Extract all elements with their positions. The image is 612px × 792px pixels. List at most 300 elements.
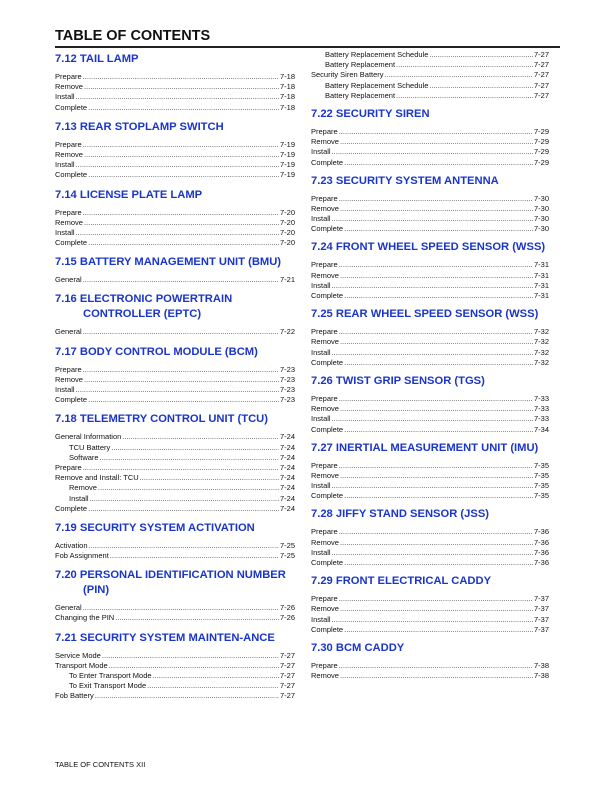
toc-entry-label: Prepare: [55, 207, 82, 217]
section-heading[interactable]: 7.23 SECURITY SYSTEM ANTENNA: [311, 174, 499, 187]
toc-entry-page: 7-37: [533, 614, 549, 624]
toc-entry-page: 7-20: [279, 227, 295, 237]
toc-entry-page: 7-36: [533, 527, 549, 537]
toc-entry[interactable]: [55, 453, 295, 463]
dot-leader: [83, 140, 279, 150]
toc-entry-label: Prepare: [55, 462, 82, 472]
toc-entry[interactable]: [311, 260, 549, 270]
toc-entry-page: 7-24: [279, 452, 295, 462]
toc-entry-label: Remove: [55, 149, 83, 159]
toc-entry-page: 7-36: [533, 547, 549, 557]
toc-entry[interactable]: [55, 395, 295, 405]
dot-leader: [385, 70, 533, 80]
toc-entry-page: 7-27: [279, 691, 295, 701]
toc-entry[interactable]: [55, 681, 295, 691]
toc-entry[interactable]: [311, 91, 549, 101]
toc-entry-page: 7-26: [279, 613, 295, 623]
section-heading[interactable]: 7.21 SECURITY SYSTEM MAINTEN-ANCE: [55, 631, 275, 644]
toc-entry[interactable]: [311, 548, 549, 558]
toc-entry[interactable]: [55, 651, 295, 661]
toc-entry[interactable]: [311, 271, 549, 281]
toc-entry-label: Security Siren Battery: [311, 70, 384, 80]
toc-entry-page: 7-24: [279, 432, 295, 442]
toc-entry-page: 7-27: [279, 671, 295, 680]
toc-entry[interactable]: [55, 275, 295, 285]
dot-leader: [115, 613, 279, 623]
dot-leader: [344, 491, 533, 501]
dot-leader: [344, 224, 533, 234]
dot-leader: [76, 385, 279, 395]
dot-leader: [109, 661, 279, 671]
toc-entry[interactable]: [311, 81, 549, 91]
toc-entry-label: Complete: [311, 357, 344, 367]
toc-entry[interactable]: [311, 425, 549, 435]
toc-entry[interactable]: [55, 150, 295, 160]
toc-entry-label: Install: [55, 227, 75, 237]
toc-entry-label: Complete: [55, 102, 88, 112]
toc-entry[interactable]: [55, 443, 295, 453]
toc-entry[interactable]: [55, 691, 295, 701]
dot-leader: [429, 81, 533, 91]
toc-entry[interactable]: [55, 103, 295, 113]
dot-leader: [340, 337, 533, 347]
toc-entry-page: 7-35: [533, 491, 549, 501]
section-heading[interactable]: 7.24 FRONT WHEEL SPEED SENSOR (WSS): [311, 241, 546, 254]
toc-entry-page: 7-31: [533, 291, 549, 300]
toc-entry-page: 7-36: [533, 537, 549, 547]
toc-entry[interactable]: [55, 170, 295, 180]
toc-entry-label: Remove: [311, 671, 339, 681]
toc-entry-label: Complete: [55, 238, 88, 248]
toc-entry-page: 7-33: [533, 393, 549, 403]
toc-entry[interactable]: [311, 481, 549, 491]
toc-entry-label: Complete: [311, 624, 344, 634]
toc-entry-label: Prepare: [311, 527, 338, 537]
section-heading[interactable]: 7.19 SECURITY SYSTEM ACTIVATION: [55, 521, 255, 534]
dot-leader: [76, 160, 279, 170]
toc-entry-page: 7-27: [533, 80, 549, 90]
toc-entry-page: 7-19: [279, 160, 295, 170]
dot-leader: [396, 91, 533, 101]
toc-entry[interactable]: [311, 461, 549, 471]
toc-entry-label: Remove: [311, 337, 339, 347]
toc-entry-page: 7-37: [533, 594, 549, 604]
toc-entry[interactable]: [311, 414, 549, 424]
toc-entry-label: Prepare: [311, 260, 338, 270]
toc-entry-page: 7-19: [279, 149, 295, 159]
dot-leader: [339, 260, 533, 270]
toc-entry-page: 7-29: [533, 137, 549, 147]
toc-entry-label: Remove: [311, 404, 339, 414]
page-footer: TABLE OF CONTENTS XII: [55, 760, 146, 769]
toc-entry[interactable]: [55, 238, 295, 248]
toc-entry-label: Install: [311, 414, 331, 424]
toc-entry-label: Fob Battery: [55, 691, 94, 701]
dot-leader: [83, 603, 279, 613]
toc-entry[interactable]: [55, 494, 295, 504]
dot-leader: [340, 604, 533, 614]
section-heading[interactable]: 7.26 TWIST GRIP SENSOR (TGS): [311, 374, 485, 387]
dot-leader: [339, 327, 533, 337]
toc-entry[interactable]: [55, 327, 295, 337]
dot-leader: [83, 208, 279, 218]
toc-entry-label: Changing the PIN: [55, 613, 115, 623]
toc-entry-page: 7-30: [533, 193, 549, 203]
toc-entry-label: Install: [311, 547, 331, 557]
toc-entry[interactable]: [311, 604, 549, 614]
toc-entry[interactable]: [55, 160, 295, 170]
section-heading[interactable]: 7.27 INERTIAL MEASUREMENT UNIT (IMU): [311, 441, 539, 454]
dot-leader: [76, 228, 279, 238]
toc-entry-label: Complete: [311, 291, 344, 300]
toc-entry-label: General Information: [55, 432, 122, 442]
toc-entry-page: 7-32: [533, 337, 549, 347]
toc-entry-label: Battery Replacement: [325, 90, 396, 100]
toc-entry-page: 7-27: [533, 70, 549, 80]
toc-entry-page: 7-27: [533, 90, 549, 100]
dot-leader: [88, 170, 279, 180]
toc-entry-page: 7-27: [279, 681, 295, 691]
toc-entry[interactable]: [311, 594, 549, 604]
toc-entry[interactable]: [55, 385, 295, 395]
toc-entry-label: Complete: [311, 224, 344, 234]
toc-entry[interactable]: [55, 92, 295, 102]
dot-leader: [340, 404, 533, 414]
dot-leader: [332, 615, 533, 625]
toc-entry-label: Remove: [69, 483, 97, 493]
toc-entry[interactable]: [55, 228, 295, 238]
dot-leader: [84, 218, 279, 228]
toc-entry-page: 7-24: [279, 462, 295, 472]
toc-entry-page: 7-25: [279, 551, 295, 561]
dot-leader: [340, 538, 533, 548]
toc-entry-label: Prepare: [55, 364, 82, 374]
section-heading[interactable]: 7.16 ELECTRONIC POWERTRAIN CONTROLLER (EPTC): [55, 293, 233, 321]
toc-entry[interactable]: [55, 218, 295, 228]
toc-entry-label: Prepare: [311, 193, 338, 203]
toc-entry[interactable]: [55, 613, 295, 623]
dot-leader: [122, 432, 279, 442]
toc-entry[interactable]: [311, 491, 549, 501]
toc-entry[interactable]: [311, 527, 549, 537]
toc-entry-label: Complete: [311, 424, 344, 434]
dot-leader: [339, 527, 533, 537]
dot-leader: [344, 625, 533, 635]
toc-entry[interactable]: [55, 504, 295, 514]
toc-entry-label: Install: [311, 214, 331, 224]
toc-entry-label: Battery Replacement Schedule: [325, 50, 429, 59]
toc-entry-page: 7-18: [279, 72, 295, 81]
dot-leader: [339, 127, 533, 137]
toc-entry-page: 7-24: [279, 503, 295, 513]
toc-entry-label: Install: [55, 385, 75, 394]
dot-leader: [340, 671, 533, 681]
toc-entry-label: Install: [311, 347, 331, 357]
toc-entry[interactable]: [55, 140, 295, 150]
section-heading[interactable]: 7.29 FRONT ELECTRICAL CADDY: [311, 575, 492, 588]
section-heading[interactable]: 7.17 BODY CONTROL MODULE (BCM): [55, 345, 258, 358]
toc-entry[interactable]: [311, 137, 549, 147]
dot-leader: [102, 651, 279, 661]
toc-entry-page: 7-32: [533, 357, 549, 367]
dot-leader: [332, 147, 533, 157]
toc-entry-page: 7-38: [533, 671, 549, 681]
toc-entry-page: 7-35: [533, 460, 549, 470]
toc-entry-page: 7-32: [533, 347, 549, 357]
toc-entry-page: 7-27: [279, 660, 295, 670]
dot-leader: [95, 691, 279, 701]
toc-entry-label: Prepare: [311, 393, 338, 403]
dot-leader: [339, 194, 533, 204]
dot-leader: [100, 453, 279, 463]
dot-leader: [344, 425, 533, 435]
toc-entry[interactable]: [55, 551, 295, 561]
toc-entry-page: 7-30: [533, 203, 549, 213]
toc-entry-label: Remove: [311, 537, 339, 547]
toc-entry-label: Install: [311, 614, 331, 624]
dot-leader: [88, 238, 279, 248]
toc-entry-page: 7-33: [533, 414, 549, 424]
toc-entry-label: Battery Replacement: [325, 60, 396, 70]
section-heading[interactable]: 7.18 TELEMETRY CONTROL UNIT (TCU): [55, 413, 268, 426]
toc-entry-page: 7-24: [279, 442, 295, 452]
toc-entry-page: 7-18: [279, 82, 295, 92]
toc-entry[interactable]: [311, 60, 549, 70]
toc-entry-label: To Exit Transport Mode: [69, 681, 147, 691]
toc-entry[interactable]: [55, 483, 295, 493]
toc-entry-page: 7-36: [533, 558, 549, 567]
toc-entry[interactable]: [55, 72, 295, 82]
page-title: TABLE OF CONTENTS: [55, 28, 211, 44]
toc-entry[interactable]: [55, 473, 295, 483]
toc-entry-page: 7-34: [533, 424, 549, 434]
title-rule: [55, 46, 560, 48]
toc-entry-page: 7-33: [533, 404, 549, 414]
toc-entry[interactable]: [55, 463, 295, 473]
toc-entry-page: 7-29: [533, 157, 549, 167]
dot-leader: [147, 681, 279, 691]
dot-leader: [84, 150, 279, 160]
toc-entry-label: Remove: [55, 217, 83, 227]
toc-entry-page: 7-18: [279, 92, 295, 102]
toc-entry[interactable]: [311, 348, 549, 358]
toc-entry-label: Prepare: [311, 126, 338, 136]
section-heading[interactable]: 7.12 TAIL LAMP: [55, 53, 139, 65]
toc-entry-page: 7-27: [279, 650, 295, 660]
toc-entry-label: Fob Assignment: [55, 551, 109, 561]
dot-leader: [83, 463, 279, 473]
toc-entry[interactable]: [55, 432, 295, 442]
dot-leader: [332, 414, 533, 424]
toc-entry-label: Install: [311, 481, 331, 491]
dot-leader: [84, 82, 279, 92]
toc-entry-label: General: [55, 603, 82, 613]
section-heading[interactable]: 7.14 LICENSE PLATE LAMP: [55, 188, 203, 201]
toc-entry[interactable]: [311, 281, 549, 291]
toc-entry[interactable]: [311, 127, 549, 137]
toc-entry[interactable]: [311, 291, 549, 301]
toc-entry[interactable]: [55, 541, 295, 551]
toc-entry-page: 7-20: [279, 207, 295, 217]
dot-leader: [90, 494, 279, 504]
dot-leader: [339, 461, 533, 471]
dot-leader: [140, 473, 279, 483]
toc-entry-label: Remove: [55, 374, 83, 384]
toc-entry[interactable]: [55, 671, 295, 681]
toc-entry-page: 7-23: [279, 385, 295, 394]
dot-leader: [84, 375, 279, 385]
toc-entry-page: 7-23: [279, 364, 295, 374]
toc-entry-label: Remove: [311, 137, 339, 147]
toc-entry-label: Software: [69, 452, 99, 462]
dot-leader: [340, 204, 533, 214]
toc-entry-label: Activation: [55, 540, 88, 550]
toc-entry-page: 7-24: [279, 473, 295, 483]
toc-entry-label: Prepare: [55, 139, 82, 149]
toc-entry-label: Remove: [311, 270, 339, 280]
toc-entry[interactable]: [311, 214, 549, 224]
dot-leader: [332, 348, 533, 358]
dot-leader: [332, 281, 533, 291]
section-heading[interactable]: 7.13 REAR STOPLAMP SWITCH: [55, 120, 224, 133]
toc-entry[interactable]: [311, 194, 549, 204]
toc-entry-label: Complete: [311, 157, 344, 167]
toc-entry-label: Complete: [311, 491, 344, 501]
section-heading[interactable]: 7.25 REAR WHEEL SPEED SENSOR (WSS): [311, 308, 539, 321]
toc-entry[interactable]: [311, 147, 549, 157]
dot-leader: [340, 471, 533, 481]
toc-entry[interactable]: [311, 615, 549, 625]
toc-entry[interactable]: [311, 204, 549, 214]
toc-entry[interactable]: [55, 375, 295, 385]
section-heading[interactable]: 7.22 SECURITY SIREN: [311, 107, 430, 120]
toc-right-column: [311, 50, 549, 681]
toc-entry-page: 7-38: [533, 660, 549, 670]
dot-leader: [98, 483, 279, 493]
toc-left-column: [55, 50, 295, 702]
toc-entry-page: 7-23: [279, 374, 295, 384]
dot-leader: [429, 50, 533, 60]
toc-entry[interactable]: [55, 208, 295, 218]
toc-entry-label: Battery Replacement Schedule: [325, 80, 429, 90]
toc-entry-page: 7-27: [533, 60, 549, 70]
toc-entry[interactable]: [311, 625, 549, 635]
toc-entry-page: 7-25: [279, 540, 295, 550]
toc-entry[interactable]: [311, 337, 549, 347]
section-heading[interactable]: 7.30 BCM CADDY: [311, 641, 405, 654]
toc-entry-page: 7-23: [279, 395, 295, 405]
toc-entry[interactable]: [311, 50, 549, 60]
toc-entry[interactable]: [311, 538, 549, 548]
dot-leader: [332, 214, 533, 224]
toc-entry-page: 7-35: [533, 481, 549, 491]
dot-leader: [111, 443, 279, 453]
toc-entry-page: 7-19: [279, 139, 295, 149]
toc-entry-label: Install: [311, 280, 331, 290]
dot-leader: [344, 358, 533, 368]
dot-leader: [76, 92, 279, 102]
section-heading[interactable]: 7.15 BATTERY MANAGEMENT UNIT (BMU): [55, 256, 282, 269]
dot-leader: [88, 103, 279, 113]
toc-entry-page: 7-29: [533, 126, 549, 136]
toc-entry-label: TCU Battery: [69, 442, 111, 452]
toc-entry-label: Prepare: [311, 660, 338, 670]
dot-leader: [83, 275, 279, 285]
toc-entry-label: Install: [55, 160, 75, 170]
toc-entry-label: Transport Mode: [55, 660, 108, 670]
dot-leader: [339, 394, 533, 404]
toc-entry-label: Remove: [311, 470, 339, 480]
dot-leader: [83, 72, 279, 82]
toc-entry[interactable]: [311, 404, 549, 414]
toc-entry[interactable]: [311, 394, 549, 404]
toc-entry[interactable]: [55, 603, 295, 613]
toc-entry[interactable]: [311, 158, 549, 168]
toc-entry-page: 7-22: [279, 327, 295, 337]
toc-entry[interactable]: [55, 82, 295, 92]
toc-entry[interactable]: [311, 558, 549, 568]
toc-entry-label: Remove: [311, 203, 339, 213]
dot-leader: [88, 395, 279, 405]
toc-entry-label: Remove: [311, 604, 339, 614]
toc-entry[interactable]: [311, 661, 549, 671]
toc-entry[interactable]: [311, 671, 549, 681]
toc-entry-page: 7-35: [533, 470, 549, 480]
toc-entry-label: Install: [311, 147, 331, 157]
toc-entry[interactable]: [311, 471, 549, 481]
toc-entry[interactable]: [55, 365, 295, 375]
section-heading[interactable]: 7.20 PERSONAL IDENTIFICATION NUMBER (PIN): [55, 569, 286, 597]
toc-entry-label: Complete: [55, 395, 88, 405]
dot-leader: [344, 291, 533, 301]
toc-entry-label: General: [55, 275, 82, 285]
toc-entry-page: 7-30: [533, 224, 549, 234]
toc-entry[interactable]: [311, 358, 549, 368]
toc-entry-page: 7-24: [279, 483, 295, 493]
toc-entry[interactable]: [311, 70, 549, 80]
toc-entry-label: Complete: [55, 170, 88, 180]
dot-leader: [83, 327, 279, 337]
dot-leader: [344, 158, 533, 168]
dot-leader: [332, 481, 533, 491]
toc-entry-page: 7-31: [533, 280, 549, 290]
toc-entry-label: Prepare: [311, 594, 338, 604]
toc-entry[interactable]: [311, 327, 549, 337]
dot-leader: [340, 137, 533, 147]
dot-leader: [344, 558, 533, 568]
toc-entry-page: 7-37: [533, 604, 549, 614]
toc-entry[interactable]: [55, 661, 295, 671]
toc-entry-label: General: [55, 327, 82, 337]
toc-entry-label: Remove and Install: TCU: [55, 473, 139, 483]
toc-entry-page: 7-31: [533, 270, 549, 280]
toc-entry-label: Prepare: [311, 460, 338, 470]
toc-entry-page: 7-21: [279, 275, 295, 285]
toc-entry-page: 7-24: [279, 493, 295, 503]
toc-entry-label: Prepare: [55, 72, 82, 81]
toc-entry-page: 7-18: [279, 102, 295, 112]
toc-entry[interactable]: [311, 224, 549, 234]
toc-entry-label: Service Mode: [55, 650, 101, 660]
toc-entry-label: Install: [69, 493, 89, 503]
dot-leader: [83, 365, 279, 375]
dot-leader: [89, 541, 279, 551]
dot-leader: [153, 671, 279, 681]
toc-entry-page: 7-27: [533, 50, 549, 59]
section-heading[interactable]: 7.28 JIFFY STAND SENSOR (JSS): [311, 508, 490, 521]
toc-entry-label: Complete: [311, 558, 344, 567]
toc-entry-page: 7-26: [279, 603, 295, 613]
